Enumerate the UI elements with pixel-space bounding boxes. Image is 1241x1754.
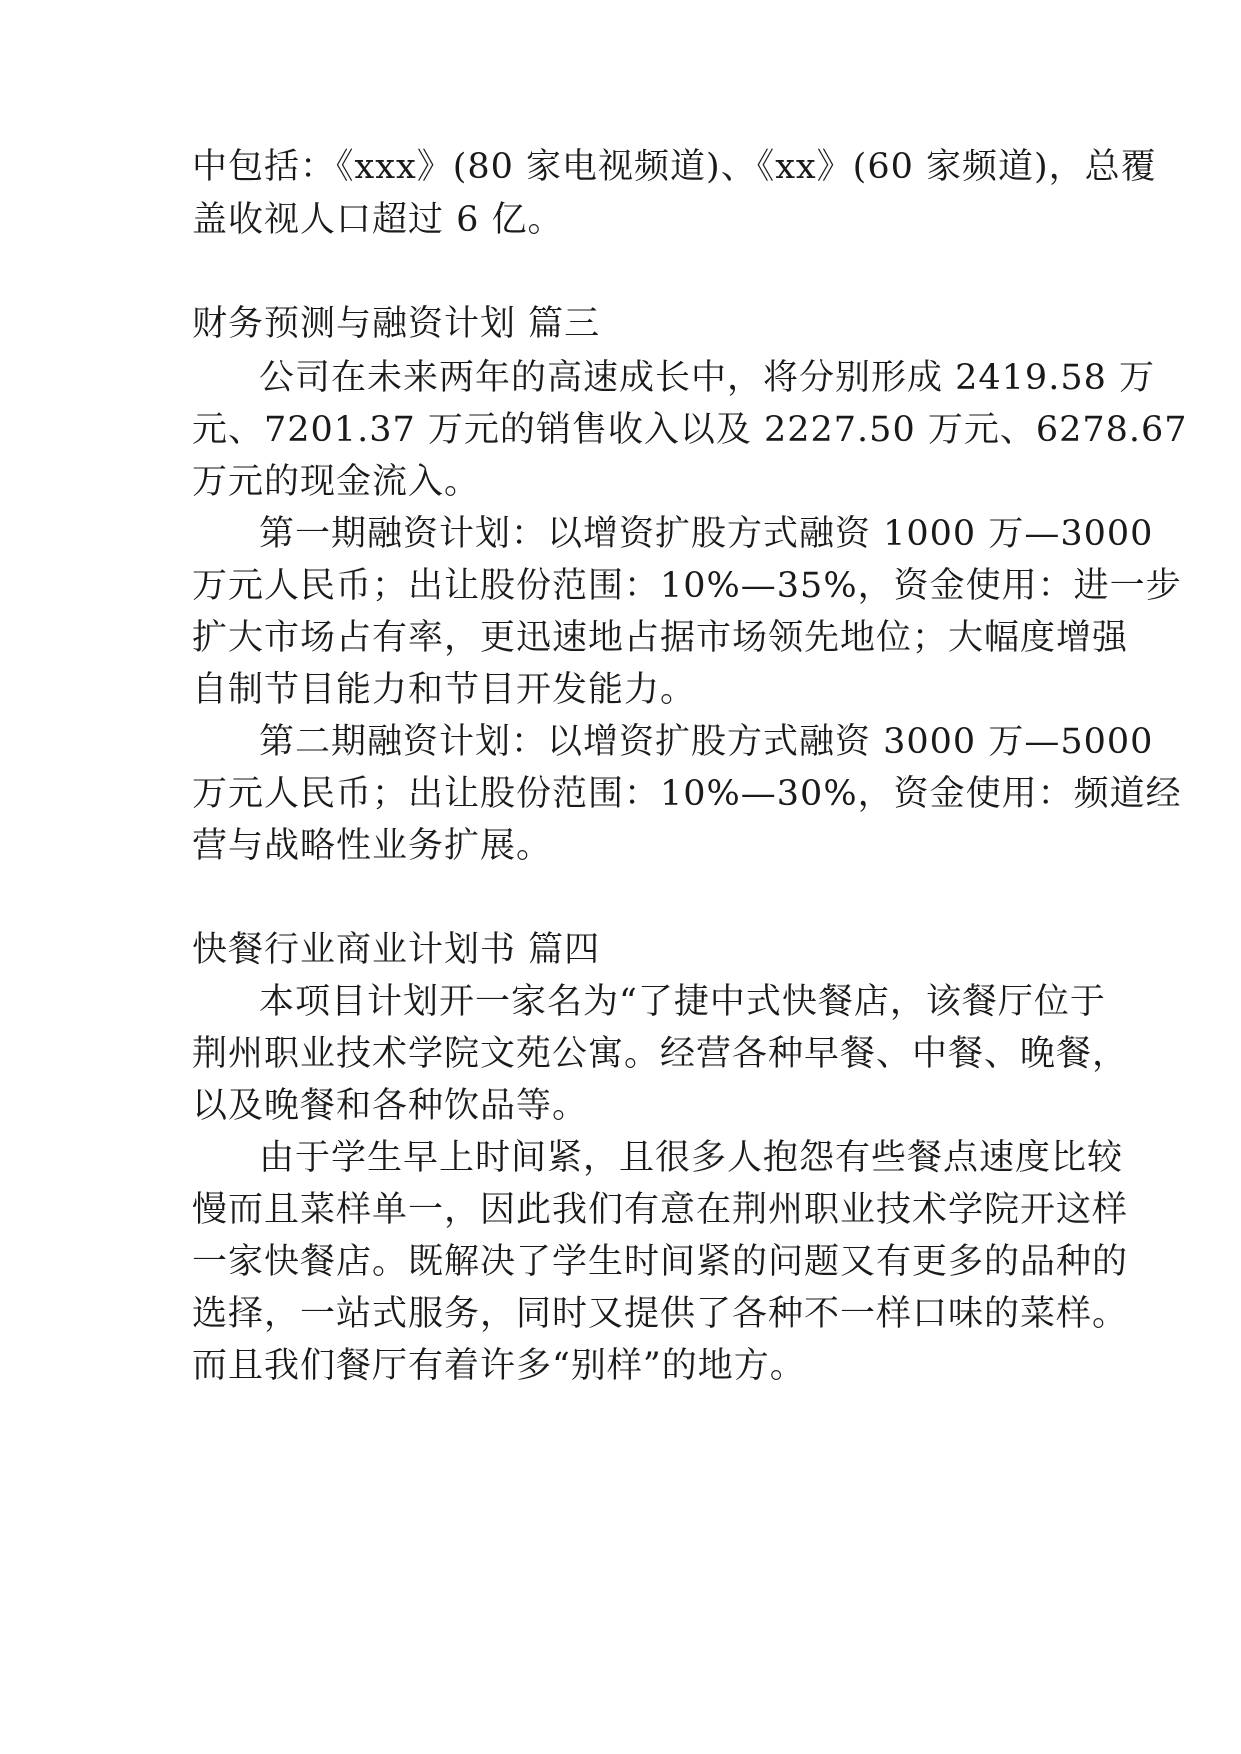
text-line: 公司在未来两年的高速成长中，将分别形成 2419.58 万 bbox=[259, 358, 1155, 398]
text-line: 一家快餐店。既解决了学生时间紧的问题又有更多的品种的 bbox=[192, 1242, 1129, 1282]
text-line: 本项目计划开一家名为“了捷中式快餐店，该餐厅位于 bbox=[259, 982, 1106, 1022]
text-line: 而且我们餐厅有着许多“别样”的地方。 bbox=[192, 1346, 806, 1386]
text-line: 盖收视人口超过 6 亿。 bbox=[192, 200, 564, 240]
section-heading: 财务预测与融资计划 篇三 bbox=[192, 304, 601, 344]
text-line: 万元人民币；出让股份范围：10%—30%，资金使用：频道经 bbox=[192, 774, 1182, 814]
text-line: 荆州职业技术学院文苑公寓。经营各种早餐、中餐、晚餐， bbox=[192, 1034, 1129, 1074]
text-line: 元、7201.37 万元的销售收入以及 2227.50 万元、6278.67 bbox=[192, 410, 1188, 450]
text-line: 以及晚餐和各种饮品等。 bbox=[192, 1086, 589, 1126]
text-line: 营与战略性业务扩展。 bbox=[192, 826, 553, 866]
text-line: 万元的现金流入。 bbox=[192, 462, 481, 502]
text-line: 慢而且菜样单一，因此我们有意在荆州职业技术学院开这样 bbox=[192, 1190, 1129, 1230]
text-line: 第二期融资计划：以增资扩股方式融资 3000 万—5000 bbox=[259, 722, 1154, 762]
text-line: 选择，一站式服务，同时又提供了各种不一样口味的菜样。 bbox=[192, 1294, 1129, 1334]
text-line: 中包括：《xxx》(80 家电视频道)、《xx》(60 家频道)，总覆 bbox=[192, 147, 1157, 187]
text-line: 扩大市场占有率，更迅速地占据市场领先地位；大幅度增强 bbox=[192, 618, 1129, 658]
text-line: 由于学生早上时间紧，且很多人抱怨有些餐点速度比较 bbox=[259, 1138, 1124, 1178]
text-line: 第一期融资计划：以增资扩股方式融资 1000 万—3000 bbox=[259, 514, 1154, 554]
section-heading: 快餐行业商业计划书 篇四 bbox=[192, 930, 601, 970]
text-line: 万元人民币；出让股份范围：10%—35%，资金使用：进一步 bbox=[192, 566, 1182, 606]
text-line: 自制节目能力和节目开发能力。 bbox=[192, 670, 697, 710]
